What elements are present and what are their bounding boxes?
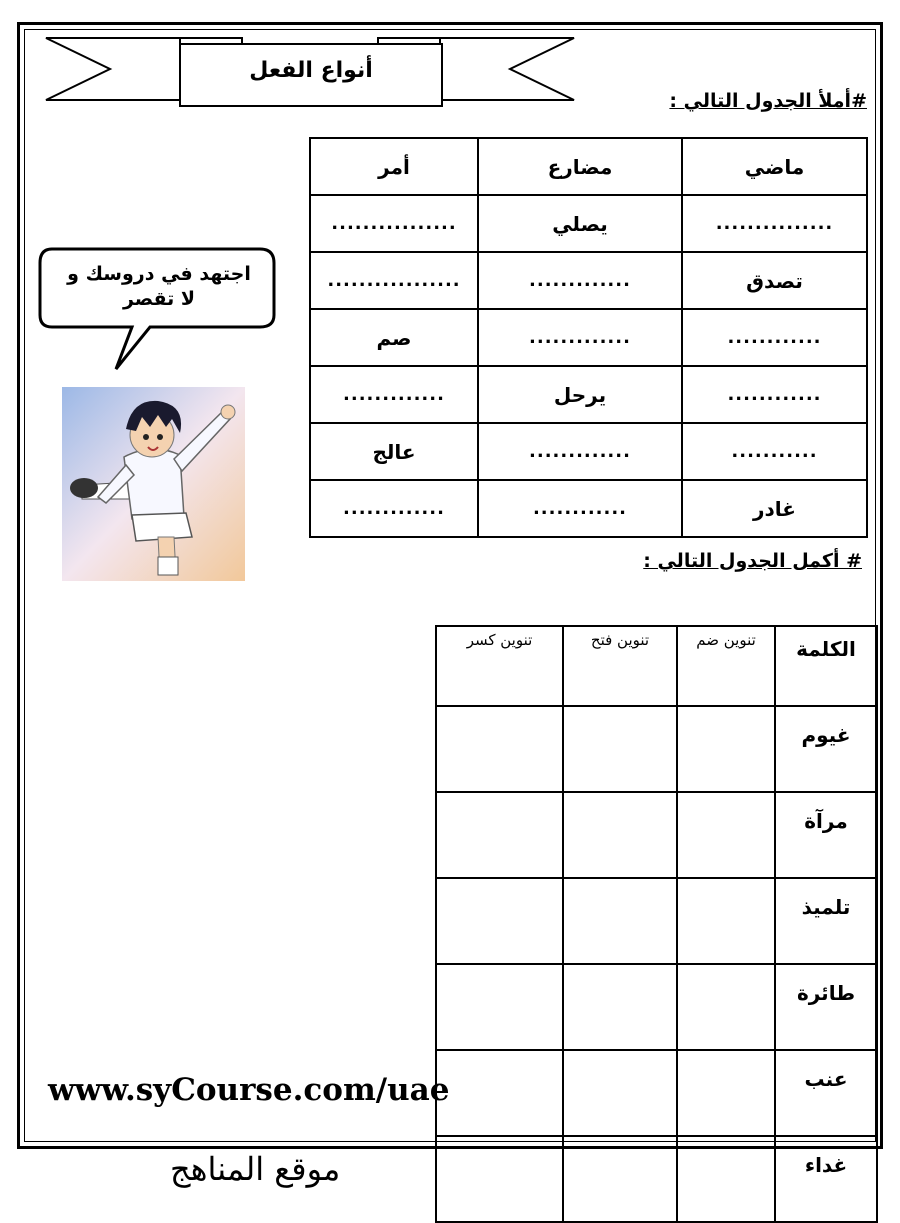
- table-cell[interactable]: ............: [682, 309, 867, 366]
- table-cell[interactable]: ............: [478, 480, 682, 537]
- website-url[interactable]: www.syCourse.com/uae: [48, 1072, 450, 1108]
- column-header-tanween-damma: تنوين ضم: [677, 626, 775, 706]
- table-header-row: [436, 626, 877, 706]
- verb-forms-table: [309, 137, 868, 538]
- answer-cell[interactable]: [677, 1050, 775, 1136]
- speech-bubble-line1: اجتهد في دروسك و: [67, 263, 251, 285]
- table-row: [436, 706, 877, 792]
- answer-cell[interactable]: [563, 792, 677, 878]
- answer-cell[interactable]: [677, 706, 775, 792]
- table-cell[interactable]: .............: [478, 423, 682, 480]
- table-cell: غادر: [682, 480, 867, 537]
- table-cell[interactable]: ...............: [682, 195, 867, 252]
- table-cell[interactable]: ................: [310, 195, 478, 252]
- answer-cell[interactable]: [436, 1136, 563, 1222]
- table-row: [436, 1136, 877, 1222]
- table-cell[interactable]: .................: [310, 252, 478, 309]
- speech-bubble-text: [48, 262, 270, 312]
- word-cell: طائرة: [775, 964, 877, 1050]
- table-cell[interactable]: .............: [478, 309, 682, 366]
- word-cell: غداء: [775, 1136, 877, 1222]
- table-cell[interactable]: .............: [478, 252, 682, 309]
- tanween-table: [435, 625, 878, 1223]
- soccer-player-illustration: [62, 387, 245, 581]
- table-row: [310, 252, 867, 309]
- table-cell[interactable]: ............: [682, 366, 867, 423]
- section2-heading: # أكمل الجدول التالي :: [643, 550, 862, 572]
- word-cell: تلميذ: [775, 878, 877, 964]
- table-cell[interactable]: .............: [310, 480, 478, 537]
- column-header-imperative: أمر: [310, 138, 478, 195]
- column-header-word: الكلمة: [775, 626, 877, 706]
- table-cell: تصدق: [682, 252, 867, 309]
- answer-cell[interactable]: [436, 1050, 563, 1136]
- table-row: [310, 309, 867, 366]
- table-cell: يصلي: [478, 195, 682, 252]
- table-row: [436, 878, 877, 964]
- answer-cell[interactable]: [677, 792, 775, 878]
- section1-heading: #أملأ الجدول التالي :: [669, 90, 867, 112]
- table-row: [310, 480, 867, 537]
- word-cell: مرآة: [775, 792, 877, 878]
- table-row: [310, 423, 867, 480]
- table-cell[interactable]: ...........: [682, 423, 867, 480]
- answer-cell[interactable]: [436, 964, 563, 1050]
- answer-cell[interactable]: [677, 964, 775, 1050]
- table-row: [310, 366, 867, 423]
- table-cell[interactable]: .............: [310, 366, 478, 423]
- column-header-present: مضارع: [478, 138, 682, 195]
- word-cell: عنب: [775, 1050, 877, 1136]
- table-row: [436, 964, 877, 1050]
- answer-cell[interactable]: [677, 1136, 775, 1222]
- footer-label: موقع المناهج: [170, 1150, 341, 1188]
- table-cell: صم: [310, 309, 478, 366]
- answer-cell[interactable]: [563, 706, 677, 792]
- answer-cell[interactable]: [563, 964, 677, 1050]
- table-cell: عالج: [310, 423, 478, 480]
- answer-cell[interactable]: [436, 878, 563, 964]
- answer-cell[interactable]: [563, 878, 677, 964]
- column-header-tanween-kasra: تنوين كسر: [436, 626, 563, 706]
- answer-cell[interactable]: [563, 1050, 677, 1136]
- table-row: [436, 1050, 877, 1136]
- answer-cell[interactable]: [563, 1136, 677, 1222]
- column-header-past: ماضي: [682, 138, 867, 195]
- column-header-tanween-fatha: تنوين فتح: [563, 626, 677, 706]
- answer-cell[interactable]: [436, 706, 563, 792]
- answer-cell[interactable]: [436, 792, 563, 878]
- table-header-row: [310, 138, 867, 195]
- table-cell: يرحل: [478, 366, 682, 423]
- word-cell: غيوم: [775, 706, 877, 792]
- page-title: أنواع الفعل: [249, 58, 373, 83]
- table-row: [310, 195, 867, 252]
- speech-bubble-line2: لا تقصر: [122, 288, 196, 310]
- table-row: [436, 792, 877, 878]
- answer-cell[interactable]: [677, 878, 775, 964]
